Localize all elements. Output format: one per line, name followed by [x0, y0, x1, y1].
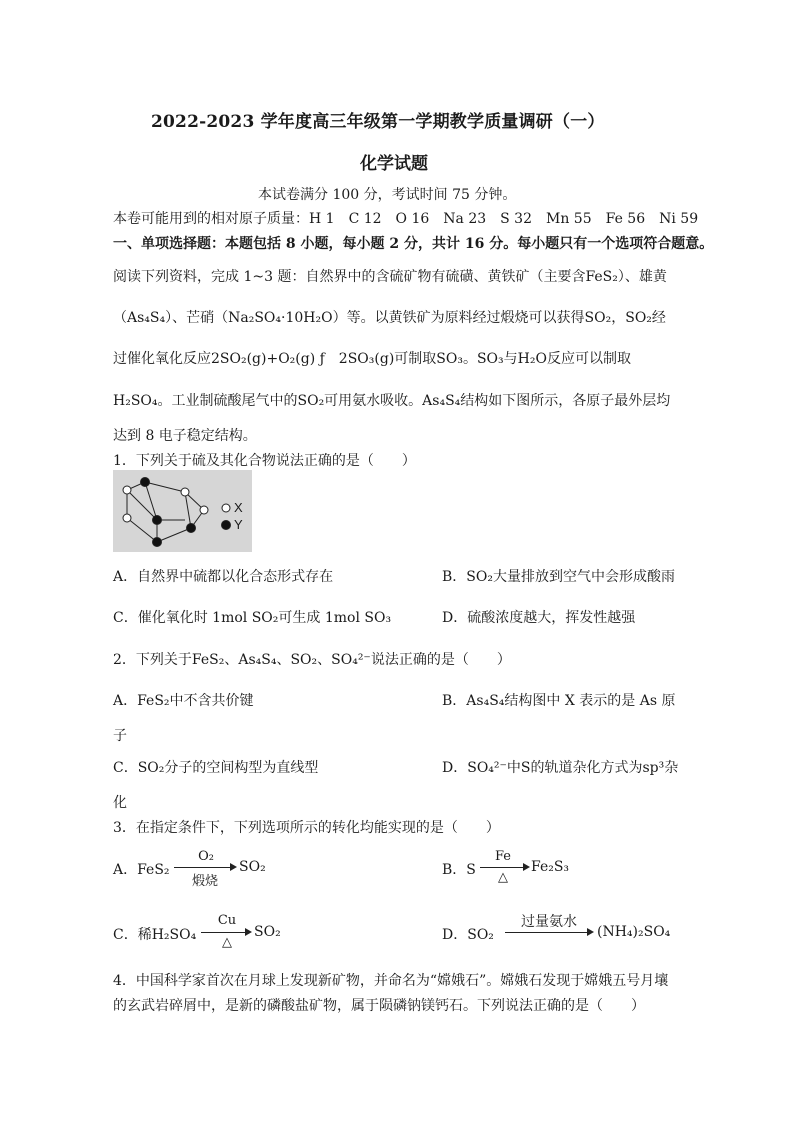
q3-option-d-reactant: D．SO₂ [442, 927, 494, 943]
passage-line: 阅读下列资料，完成 1~3 题：自然界中的含硫矿物有硫磺、黄铁矿（主要含FeS₂）、雄黄 [113, 269, 667, 285]
passage-line: （As₄S₄）、芒硝（Na₂SO₄·10H₂O）等。以黄铁矿为原料经过煅烧可以获得SO₂，SO₂经 [113, 310, 666, 326]
question-4-stem-line: 的玄武岩碎屑中，是新的磷酸盐矿物，属于陨磷钠镁钙石。下列说法正确的是（ ） [113, 998, 645, 1014]
passage-line: 达到 8 电子稳定结构。 [113, 428, 257, 444]
q3-option-c-condition-top: Cu [217, 913, 237, 928]
question-3-stem: 3．在指定条件下，下列选项所示的转化均能实现的是（ ） [113, 820, 500, 836]
paper-subtitle: 化学试题 [360, 154, 428, 174]
q3-option-d-product: (NH₄)₂SO₄ [597, 924, 671, 940]
q1-option-d: D．硫酸浓度越大，挥发性越强 [442, 610, 636, 626]
q3-option-c-reactant: C．稀H₂SO₄ [113, 927, 197, 943]
exam-title: 2022-2023 学年度高三年级第一学期教学质量调研（一） [151, 112, 605, 132]
x-atom [181, 488, 189, 496]
question-2-stem: 2．下列关于FeS₂、As₄S₄、SO₂、SO₄²⁻说法正确的是（ ） [113, 652, 511, 668]
y-atom [141, 478, 150, 487]
reaction-arrow [201, 932, 247, 933]
q2-option-a: A．FeS₂中不含共价键 [113, 693, 254, 709]
q2-option-c: C．SO₂分子的空间构型为直线型 [113, 760, 319, 776]
y-atom [153, 516, 162, 525]
q3-option-a-condition-bottom: 煅烧 [191, 874, 218, 889]
q3-option-a-condition-top: O₂ [198, 849, 214, 864]
question-1-stem: 1．下列关于硫及其化合物说法正确的是（ ） [113, 453, 416, 469]
q3-option-a-reactant: A．FeS₂ [113, 862, 170, 878]
section-heading: 一、单项选择题：本题包括 8 小题，每小题 2 分，共计 16 分。每小题只有一个选项符合题意。 [113, 236, 714, 252]
molecule-diagram [113, 470, 252, 552]
q2-option-b-continued: 子 [113, 728, 127, 744]
q1-option-a: A．自然界中硫都以化合态形式存在 [113, 569, 334, 585]
arrow-head-icon [230, 863, 237, 871]
passage-line: 过催化氧化反应2SO₂(g)+O₂(g) ƒ 2SO₃(g)可制取SO₃。SO₃与H₂O反应可以制取 [113, 351, 631, 367]
q2-option-d-continued: 化 [113, 795, 127, 811]
exam-info: 本试卷满分 100 分，考试时间 75 分钟。 [258, 187, 517, 203]
legend-x-marker [222, 504, 230, 512]
y-atom [153, 538, 162, 547]
question-4-stem-line: 4．中国科学家首次在月球上发现新矿物，并命名为“嫦娥石”。嫦娥石发现于嫦娥五号月壤 [113, 973, 669, 989]
q3-option-c-product: SO₂ [254, 924, 281, 940]
q2-option-d: D．SO₄²⁻中S的轨道杂化方式为sp³杂 [442, 760, 679, 776]
q3-option-b-condition-top: Fe [494, 849, 511, 864]
arrow-head-icon [245, 928, 252, 936]
reaction-arrow [480, 867, 525, 868]
atomic-masses: 本卷可能用到的相对原子质量：H 1 C 12 O 16 Na 23 S 32 Mn 55 Fe 56 Ni 59 [113, 211, 699, 227]
legend-x-label: X [234, 500, 243, 515]
as4s4-structure-figure [113, 470, 252, 552]
y-atom [187, 524, 196, 533]
q3-option-b-condition-bottom: △ [498, 870, 508, 885]
q2-option-b: B．As₄S₄结构图中 X 表示的是 As 原 [442, 693, 676, 709]
q1-option-c: C．催化氧化时 1mol SO₂可生成 1mol SO₃ [113, 610, 392, 626]
q3-option-d-condition-top: 过量氨水 [521, 914, 577, 930]
q3-option-c-condition-bottom: △ [222, 935, 232, 950]
q3-option-b-reactant: B．S [442, 862, 476, 878]
q3-option-b-product: Fe₂S₃ [531, 859, 570, 875]
passage-line: H₂SO₄。工业制硫酸尾气中的SO₂可用氨水吸收。As₄S₄结构如下图所示，各原子最外层均 [113, 393, 671, 409]
reaction-arrow [505, 932, 589, 933]
q1-option-b: B．SO₂大量排放到空气中会形成酸雨 [442, 569, 675, 585]
arrow-head-icon [587, 928, 594, 936]
legend-y-marker [222, 521, 231, 530]
x-atom [123, 486, 131, 494]
reaction-arrow [174, 867, 232, 868]
x-atom [200, 506, 208, 514]
legend-y-label: Y [234, 517, 243, 532]
arrow-head-icon [523, 863, 530, 871]
q3-option-a-product: SO₂ [239, 859, 266, 875]
x-atom [123, 514, 131, 522]
